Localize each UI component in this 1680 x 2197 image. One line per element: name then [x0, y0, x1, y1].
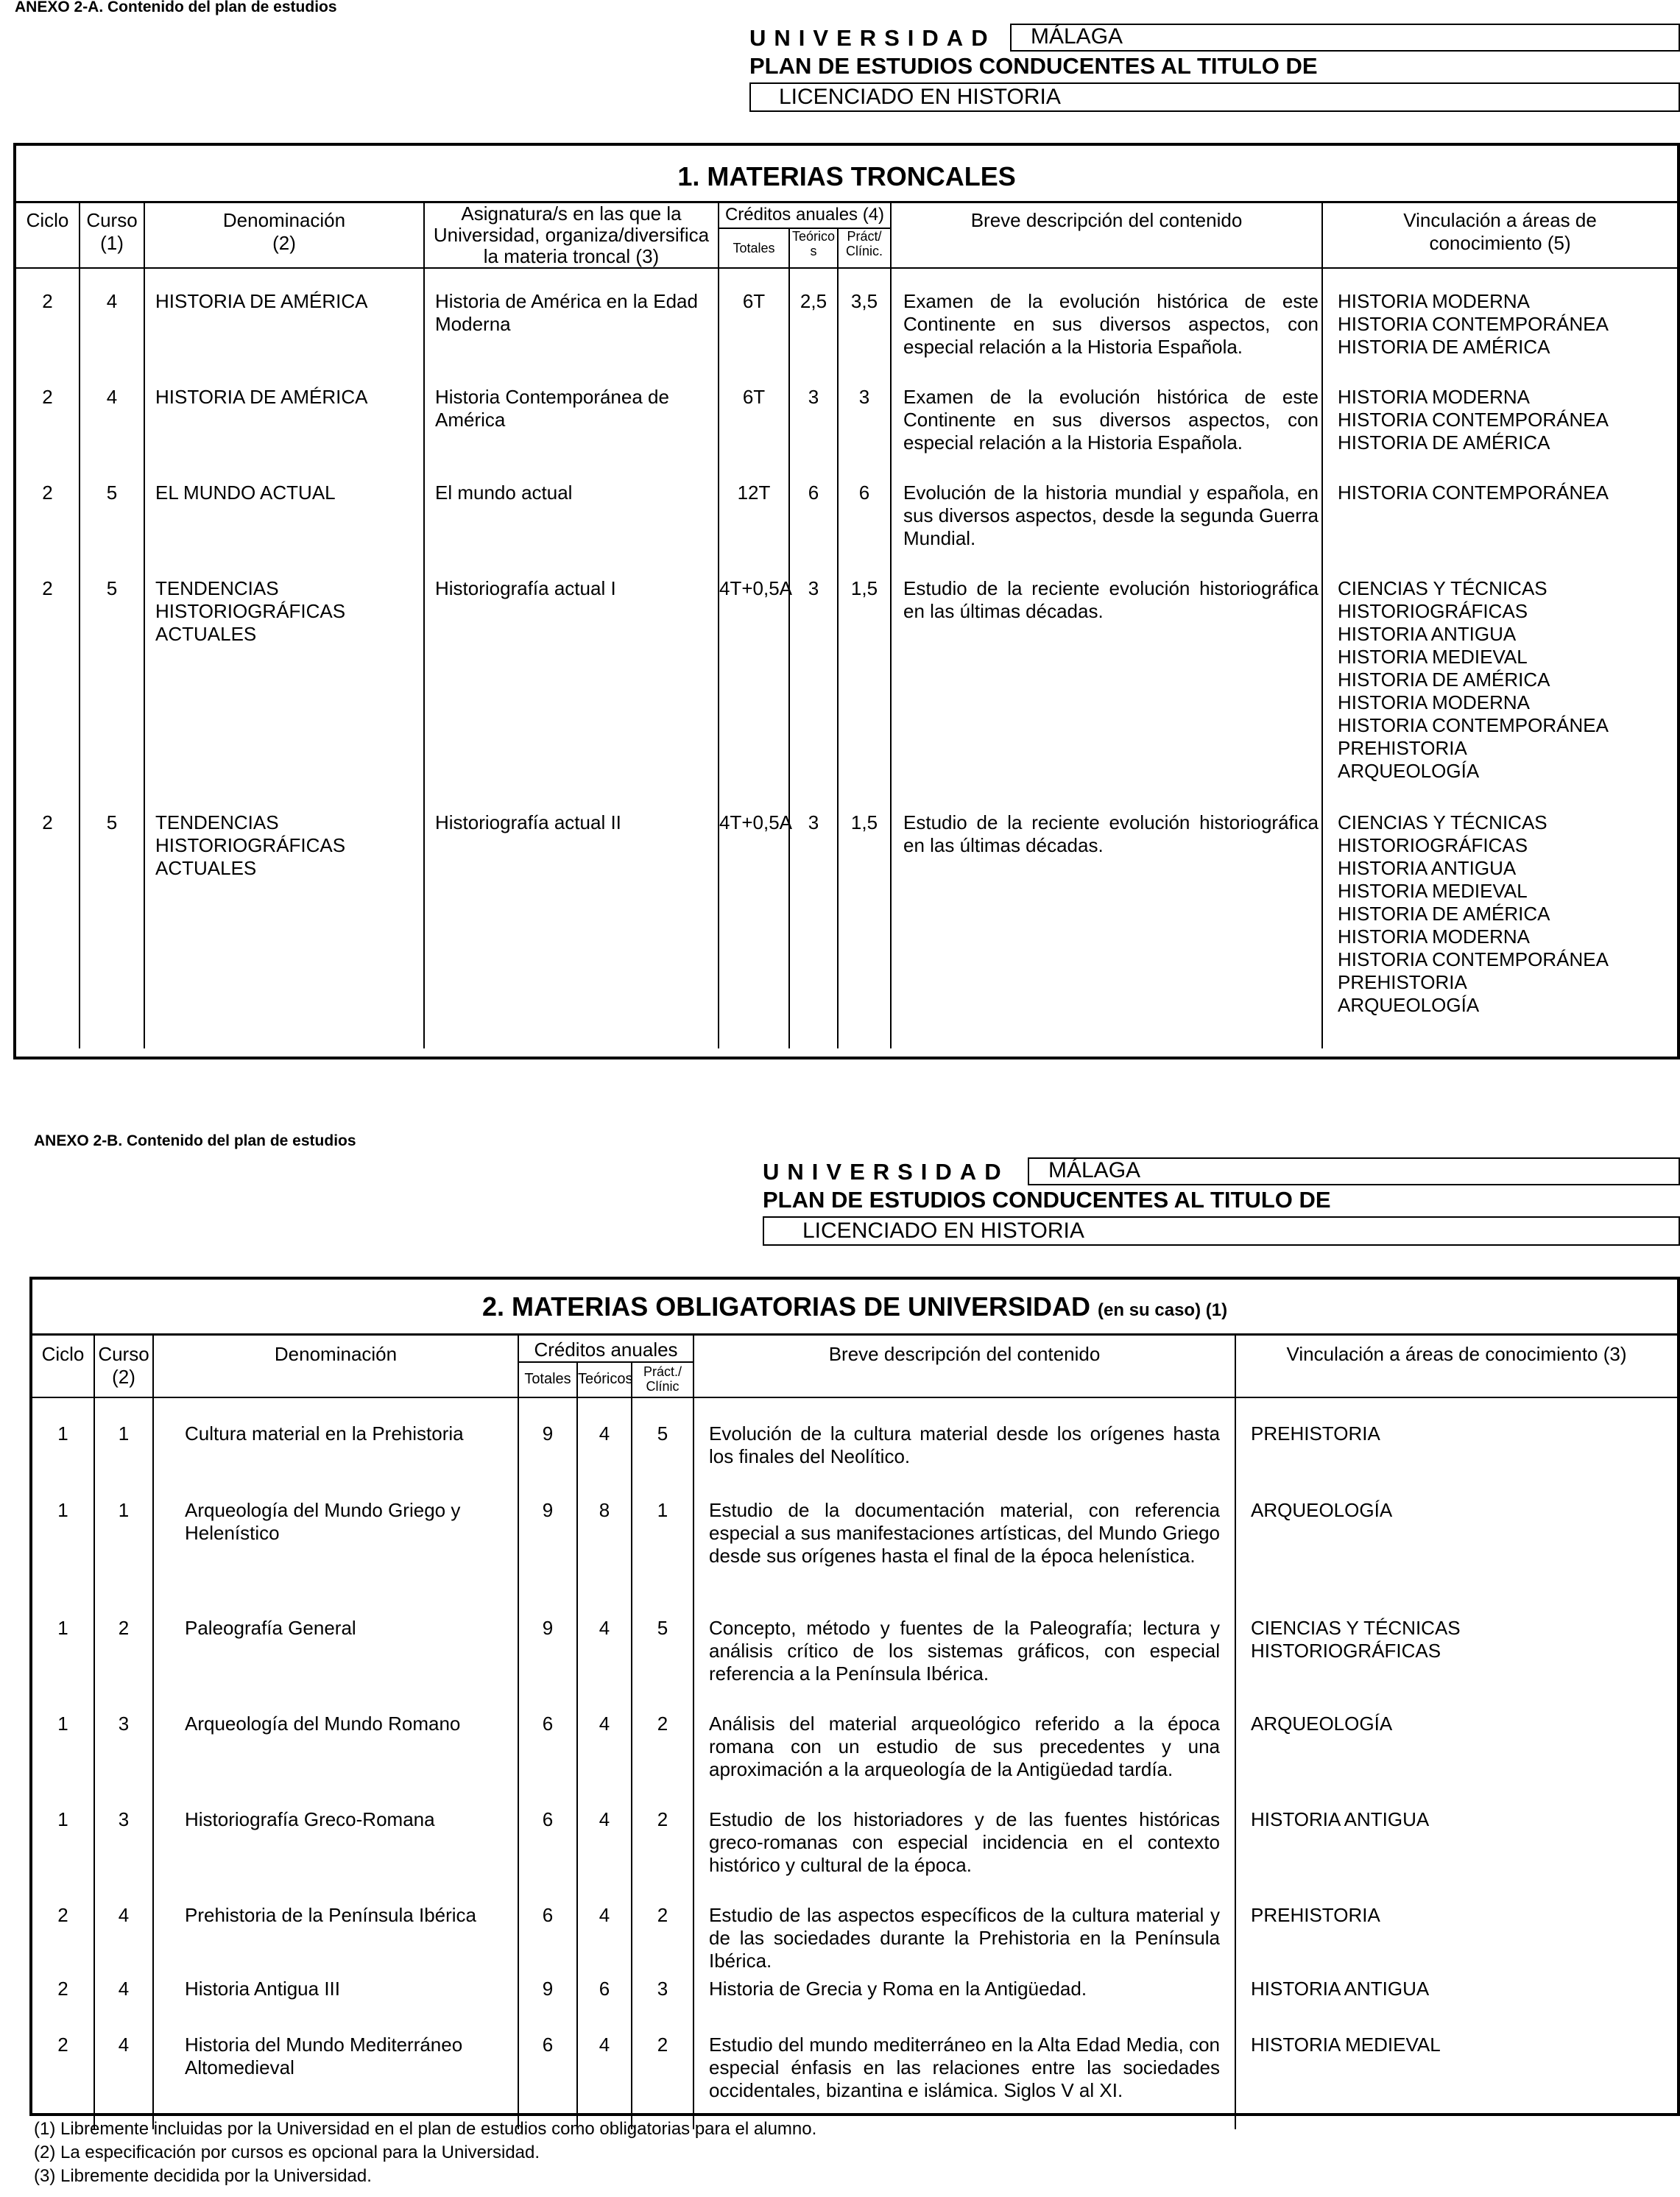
universidad-value-b: MÁLAGA — [1048, 1158, 1141, 1182]
denominacion-cell: Arqueología del Mundo Griego y Helenístico — [153, 1499, 518, 1617]
totales-cell: 6 — [518, 1904, 577, 1978]
footnote-1: (1) Libremente incluidas por la Universidad en el plan de estudios como obligatorias para el alumno. — [34, 2119, 817, 2139]
totales-cell: 6T — [719, 290, 789, 386]
col-curso-b — [94, 1334, 153, 1397]
curso-cell: 5 — [80, 482, 144, 577]
ciclo-cell: 2 — [32, 1904, 94, 1978]
teoricos-cell: 3 — [789, 811, 838, 1032]
teoricos-cell: 4 — [577, 1422, 632, 1499]
totales-cell: 6 — [518, 1713, 577, 1808]
teoricos-cell: 8 — [577, 1499, 632, 1617]
area-item: ARQUEOLOGÍA — [1338, 759, 1480, 782]
vinculacion-cell — [1322, 290, 1677, 386]
curso-cell: 3 — [94, 1713, 153, 1808]
col-curso-note: (1) — [100, 231, 124, 254]
area-item: CIENCIAS Y TÉCNICAS — [1338, 811, 1547, 833]
universidad-value: MÁLAGA — [1031, 24, 1123, 49]
vinculacion-cell — [1235, 2034, 1677, 2122]
vinculacion-cell — [1322, 482, 1677, 577]
obligatorias-title — [32, 1280, 1677, 1334]
obligatorias-title-suffix: (en su caso) (1) — [1098, 1300, 1228, 1321]
denominacion-cell: EL MUNDO ACTUAL — [144, 482, 424, 577]
titulo-field — [749, 82, 1680, 112]
area-item: PREHISTORIA — [1338, 736, 1467, 759]
descripcion-cell: Historia de Grecia y Roma en la Antigüedad. — [693, 1978, 1235, 2034]
descripcion-cell: Examen de la evolución histórica de este Continente en sus diversos aspectos, con especial relación a la Historia Española. — [891, 386, 1322, 482]
col-ciclo-b: Ciclo — [32, 1334, 94, 1397]
col-curso-b-label: Curso — [98, 1342, 149, 1365]
denominacion-cell: TENDENCIAS HISTORIOGRÁFICAS ACTUALES — [144, 811, 424, 1032]
practicos-cell: 5 — [632, 1617, 693, 1713]
totales-cell: 4T+0,5A — [719, 811, 789, 1032]
ciclo-cell: 2 — [16, 482, 80, 577]
ciclo-cell: 2 — [16, 386, 80, 482]
vinculacion-cell — [1322, 577, 1677, 811]
vinculacion-cell — [1322, 811, 1677, 1032]
annex-a-label: ANEXO 2-A. Contenido del plan de estudios — [15, 0, 337, 15]
area-item: HISTORIA ANTIGUA — [1338, 856, 1517, 879]
descripcion-cell: Concepto, método y fuentes de la Paleografía; lectura y análisis crítico de los sistemas gráficos, con especial referencia a la Península Ibérica. — [693, 1617, 1235, 1713]
ciclo-cell: 2 — [16, 811, 80, 1032]
teoricos-cell: 3 — [789, 386, 838, 482]
curso-cell: 4 — [94, 1978, 153, 2034]
table-row — [32, 1499, 1677, 1617]
practicos-cell: 3,5 — [838, 290, 891, 386]
table-row — [16, 577, 1677, 811]
curso-cell: 4 — [94, 1904, 153, 1978]
footnote-2: (2) La especificación por cursos es opcional para la Universidad. — [34, 2143, 540, 2162]
troncales-table — [16, 146, 1677, 1048]
ciclo-cell: 2 — [32, 2034, 94, 2122]
area-item: HISTORIA MODERNA — [1338, 691, 1531, 713]
col-denominacion — [144, 202, 424, 268]
col-creditos: Créditos anuales (4) — [719, 202, 891, 228]
teoricos-cell: 4 — [577, 1713, 632, 1808]
plan-label-b: PLAN DE ESTUDIOS CONDUCENTES AL TITULO DE — [763, 1187, 1331, 1213]
col-curso-b-note: (2) — [112, 1365, 135, 1388]
descripcion-cell: Evolución de la cultura material desde los orígenes hasta los finales del Neolítico. — [693, 1422, 1235, 1499]
ciclo-cell: 2 — [16, 290, 80, 386]
vinculacion-cell — [1235, 1422, 1677, 1499]
col-denominacion-b: Denominación — [153, 1334, 518, 1397]
denominacion-cell: HISTORIA DE AMÉRICA — [144, 386, 424, 482]
annex-b-label: ANEXO 2-B. Contenido del plan de estudios — [34, 1132, 356, 1149]
descripcion-cell: Estudio de los historiadores y de las fuentes históricas greco-romanas con especial incidencia en el contexto histórico y cultural de la época. — [693, 1808, 1235, 1904]
practicos-cell: 1,5 — [838, 811, 891, 1032]
denominacion-cell: Paleografía General — [153, 1617, 518, 1713]
denominacion-cell: Cultura material en la Prehistoria — [153, 1422, 518, 1499]
area-item: PREHISTORIA — [1251, 1903, 1380, 1926]
ciclo-cell: 2 — [32, 1978, 94, 2034]
col-denominacion-note: (2) — [272, 231, 296, 254]
area-item: ARQUEOLOGÍA — [1338, 993, 1480, 1016]
col-asignatura: Asignatura/s en las que la Universidad, organiza/diversifica la materia troncal (3) — [424, 202, 719, 268]
curso-cell: 1 — [94, 1422, 153, 1499]
area-item: HISTORIA DE AMÉRICA — [1338, 668, 1550, 691]
col-descripcion: Breve descripción del contenido — [891, 202, 1322, 268]
col-teoricos-b: Teóricos — [577, 1362, 632, 1397]
descripcion-cell: Estudio de la reciente evolución historiográfica en las últimas décadas. — [891, 811, 1322, 1032]
area-item: HISTORIA MEDIEVAL — [1338, 645, 1528, 668]
table-row — [32, 1904, 1677, 1978]
table-row — [32, 1617, 1677, 1713]
practicos-cell: 3 — [632, 1978, 693, 2034]
vinculacion-cell — [1235, 1808, 1677, 1904]
area-item: HISTORIA ANTIGUA — [1251, 1977, 1430, 2000]
practicos-cell: 5 — [632, 1422, 693, 1499]
area-item: HISTORIOGRÁFICAS — [1338, 833, 1528, 856]
area-item: CIENCIAS Y TÉCNICAS — [1251, 1616, 1461, 1639]
obligatorias-frame — [29, 1277, 1680, 2116]
area-item: HISTORIA ANTIGUA — [1338, 622, 1517, 645]
asignatura-cell: El mundo actual — [424, 482, 719, 577]
area-item: HISTORIA DE AMÉRICA — [1338, 335, 1550, 358]
teoricos-cell: 3 — [789, 577, 838, 811]
table-row — [16, 290, 1677, 386]
vinculacion-cell — [1235, 1499, 1677, 1617]
vinculacion-cell — [1235, 1617, 1677, 1713]
totales-cell: 9 — [518, 1978, 577, 2034]
curso-cell: 3 — [94, 1808, 153, 1904]
col-practicos-b: Práct./ Clínic — [632, 1362, 693, 1397]
practicos-cell: 1 — [632, 1499, 693, 1617]
col-curso-label: Curso — [86, 208, 138, 231]
area-item: PREHISTORIA — [1251, 1422, 1380, 1445]
col-vinculacion-b: Vinculación a áreas de conocimiento (3) — [1286, 1342, 1627, 1365]
denominacion-cell: Historiografía Greco-Romana — [153, 1808, 518, 1904]
descripcion-cell: Evolución de la historia mundial y española, en sus diversos aspectos, desde la segunda Guerra Mundial. — [891, 482, 1322, 577]
practicos-cell: 2 — [632, 2034, 693, 2122]
col-descripcion-b: Breve descripción del contenido — [693, 1334, 1235, 1397]
area-item: HISTORIA CONTEMPORÁNEA — [1338, 408, 1609, 431]
practicos-cell: 3 — [838, 386, 891, 482]
table-row — [16, 386, 1677, 482]
curso-cell: 4 — [80, 386, 144, 482]
area-item: HISTORIA MODERNA — [1338, 289, 1531, 312]
teoricos-cell: 4 — [577, 1808, 632, 1904]
col-curso — [80, 202, 144, 268]
totales-cell: 6 — [518, 2034, 577, 2122]
area-item: HISTORIA ANTIGUA — [1251, 1808, 1430, 1830]
area-item: HISTORIA MEDIEVAL — [1251, 2033, 1441, 2056]
col-teoricos: Teórico s — [789, 228, 838, 268]
ciclo-cell: 2 — [16, 577, 80, 811]
universidad-label: UNIVERSIDAD — [749, 25, 996, 51]
table-row — [32, 1808, 1677, 1904]
teoricos-cell: 4 — [577, 1904, 632, 1978]
practicos-cell: 2 — [632, 1904, 693, 1978]
area-item: HISTORIA MODERNA — [1338, 925, 1531, 948]
curso-cell: 1 — [94, 1499, 153, 1617]
descripcion-cell: Estudio de las aspectos específicos de la cultura material y de las sociedades durante la Prehistoria en la Península Ibérica. — [693, 1904, 1235, 1978]
area-item: ARQUEOLOGÍA — [1251, 1712, 1393, 1735]
teoricos-cell: 6 — [577, 1978, 632, 2034]
curso-cell: 4 — [80, 290, 144, 386]
vinculacion-cell — [1235, 1978, 1677, 2034]
curso-cell: 5 — [80, 811, 144, 1032]
col-denominacion-label: Denominación — [222, 208, 346, 231]
col-totales: Totales — [719, 228, 789, 268]
denominacion-cell: TENDENCIAS HISTORIOGRÁFICAS ACTUALES — [144, 577, 424, 811]
descripcion-cell: Estudio de la documentación material, con referencia especial a sus manifestaciones artísticas, del Mundo Griego desde sus orígenes hasta el final de la época helenística. — [693, 1499, 1235, 1617]
area-item: HISTORIA DE AMÉRICA — [1338, 431, 1550, 454]
vinculacion-cell — [1235, 1904, 1677, 1978]
area-item: HISTORIA CONTEMPORÁNEA — [1338, 312, 1609, 335]
table-row — [32, 1422, 1677, 1499]
totales-cell: 6 — [518, 1808, 577, 1904]
teoricos-cell: 6 — [789, 482, 838, 577]
practicos-cell: 2 — [632, 1808, 693, 1904]
obligatorias-table — [32, 1280, 1677, 2129]
teoricos-cell: 2,5 — [789, 290, 838, 386]
table-row — [32, 1978, 1677, 2034]
table-row — [32, 2034, 1677, 2122]
vinculacion-cell — [1322, 386, 1677, 482]
footnotes — [34, 2117, 816, 2188]
area-item: HISTORIA DE AMÉRICA — [1338, 902, 1550, 925]
vinculacion-cell — [1235, 1713, 1677, 1808]
troncales-title: 1. MATERIAS TRONCALES — [677, 161, 1016, 191]
ciclo-cell: 1 — [32, 1499, 94, 1617]
asignatura-cell: Historia de América en la Edad Moderna — [424, 290, 719, 386]
universidad-field — [1010, 24, 1680, 52]
totales-cell: 9 — [518, 1499, 577, 1617]
totales-cell: 9 — [518, 1422, 577, 1499]
descripcion-cell: Examen de la evolución histórica de este Continente en sus diversos aspectos, con especial relación a la Historia Española. — [891, 290, 1322, 386]
col-totales-b: Totales — [518, 1362, 577, 1397]
curso-cell: 5 — [80, 577, 144, 811]
titulo-field-b — [763, 1216, 1680, 1246]
ciclo-cell: 1 — [32, 1422, 94, 1499]
area-item: PREHISTORIA — [1338, 970, 1467, 993]
table-row — [16, 482, 1677, 577]
asignatura-cell: Historia Contemporánea de América — [424, 386, 719, 482]
troncales-frame — [13, 143, 1680, 1059]
area-item: HISTORIA MEDIEVAL — [1338, 879, 1528, 902]
practicos-cell: 1,5 — [838, 577, 891, 811]
titulo-value: LICENCIADO EN HISTORIA — [779, 85, 1061, 109]
universidad-field-b — [1028, 1157, 1680, 1185]
area-item: HISTORIOGRÁFICAS — [1251, 1639, 1441, 1662]
ciclo-cell: 1 — [32, 1617, 94, 1713]
teoricos-cell: 4 — [577, 1617, 632, 1713]
denominacion-cell: HISTORIA DE AMÉRICA — [144, 290, 424, 386]
denominacion-cell: Historia Antigua III — [153, 1978, 518, 2034]
area-item: HISTORIA CONTEMPORÁNEA — [1338, 481, 1609, 504]
table-row — [32, 1713, 1677, 1808]
area-item: HISTORIA CONTEMPORÁNEA — [1338, 713, 1609, 736]
area-item: ARQUEOLOGÍA — [1251, 1498, 1393, 1521]
denominacion-cell: Arqueología del Mundo Romano — [153, 1713, 518, 1808]
totales-cell: 4T+0,5A — [719, 577, 789, 811]
asignatura-cell: Historiografía actual I — [424, 577, 719, 811]
titulo-value-b: LICENCIADO EN HISTORIA — [802, 1219, 1084, 1243]
descripcion-cell: Estudio de la reciente evolución historiográfica en las últimas décadas. — [891, 577, 1322, 811]
totales-cell: 6T — [719, 386, 789, 482]
practicos-cell: 6 — [838, 482, 891, 577]
plan-label: PLAN DE ESTUDIOS CONDUCENTES AL TITULO DE — [749, 53, 1318, 79]
col-ciclo: Ciclo — [16, 202, 80, 268]
footnote-3: (3) Libremente decidida por la Universidad. — [34, 2166, 372, 2186]
denominacion-cell: Prehistoria de la Península Ibérica — [153, 1904, 518, 1978]
curso-cell: 2 — [94, 1617, 153, 1713]
col-creditos-b: Créditos anuales — [518, 1334, 693, 1362]
col-vinculacion: Vinculación a áreas de conocimiento (5) — [1403, 208, 1597, 254]
ciclo-cell: 1 — [32, 1808, 94, 1904]
practicos-cell: 2 — [632, 1713, 693, 1808]
asignatura-cell: Historiografía actual II — [424, 811, 719, 1032]
area-item: HISTORIA MODERNA — [1338, 385, 1531, 408]
area-item: HISTORIOGRÁFICAS — [1338, 599, 1528, 622]
table-row — [16, 811, 1677, 1032]
totales-cell: 9 — [518, 1617, 577, 1713]
curso-cell: 4 — [94, 2034, 153, 2122]
area-item: CIENCIAS Y TÉCNICAS — [1338, 576, 1547, 599]
denominacion-cell: Historia del Mundo Mediterráneo Altomedieval — [153, 2034, 518, 2122]
obligatorias-title-main: 2. MATERIAS OBLIGATORIAS DE UNIVERSIDAD — [481, 1291, 1091, 1322]
descripcion-cell: Análisis del material arqueológico referido a la época romana con un estudio de sus precedentes y una aproximación a la arqueología de la Antigüedad tardía. — [693, 1713, 1235, 1808]
teoricos-cell: 4 — [577, 2034, 632, 2122]
col-practicos: Práct/ Clínic. — [838, 228, 891, 268]
area-item: HISTORIA CONTEMPORÁNEA — [1338, 948, 1609, 970]
ciclo-cell: 1 — [32, 1713, 94, 1808]
totales-cell: 12T — [719, 482, 789, 577]
descripcion-cell: Estudio del mundo mediterráneo en la Alta Edad Media, con especial énfasis en las relaciones entre las sociedades occidentales, bizantina e islámica. Siglos V al XI. — [693, 2034, 1235, 2122]
universidad-label-b: UNIVERSIDAD — [763, 1159, 1009, 1185]
